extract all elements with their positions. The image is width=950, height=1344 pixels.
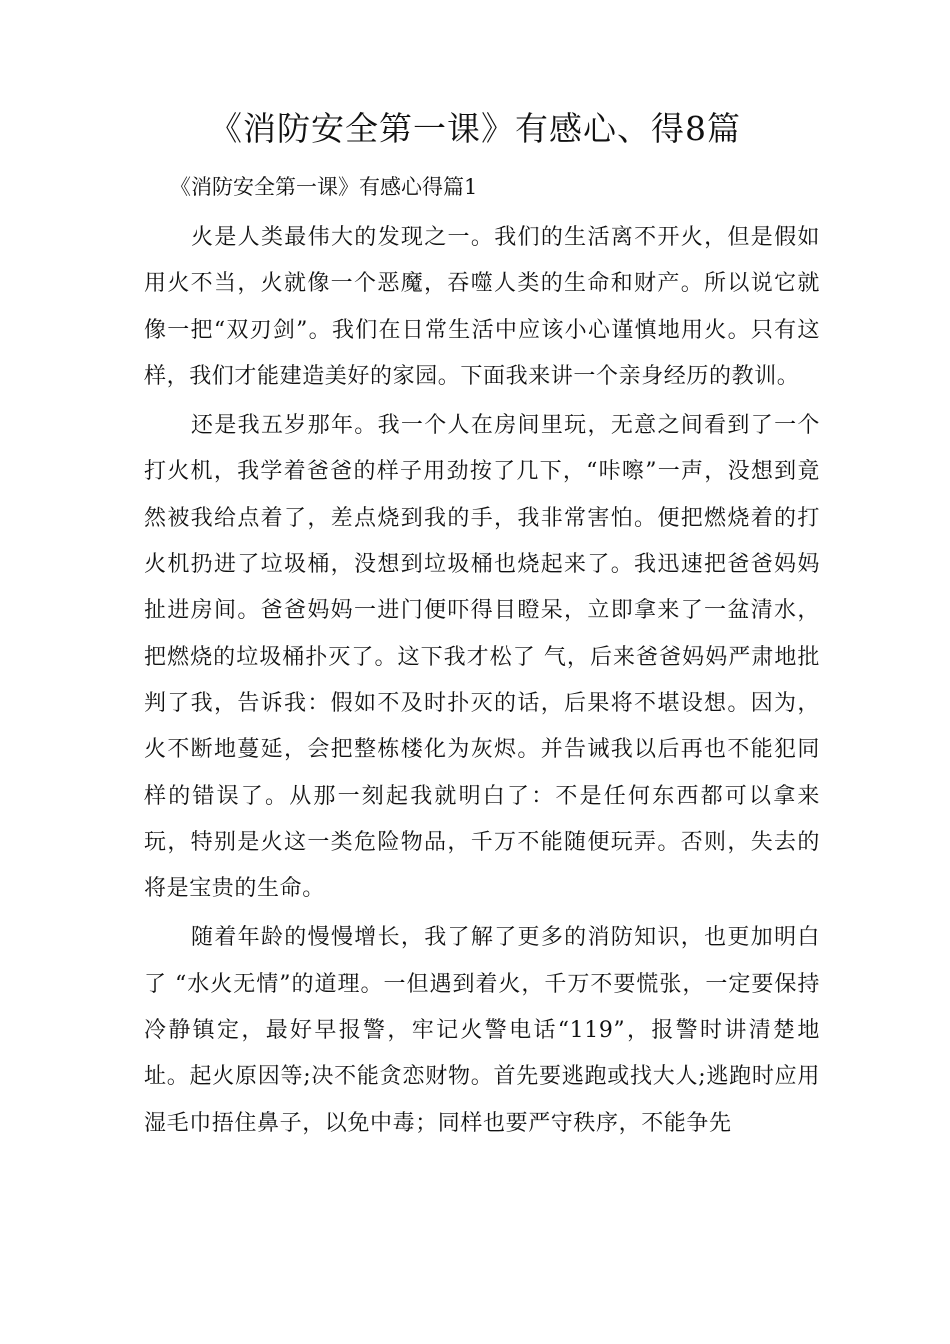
paragraph-3: 随着年龄的慢慢增长，我了解了更多的消防知识，也更加明白了 “水火无情”的道理。一但遇到着火，千万不要慌张，一定要保持冷静镇定，最好早报警，牢记火警电话“119”，报警时讲清楚地址。起火原因等;决不能贪恋财物。首先要逃跑或找大人;逃跑时应用湿毛巾捂住鼻子，以免中毒；同样也要严守秩序，不能争先 <box>144 925 820 1136</box>
document-title: 《消防安全第一课》有感心、得8篇 <box>209 109 741 148</box>
paragraph-2: 还是我五岁那年。我一个人在房间里玩，无意之间看到了一个打火机，我学着爸爸的样子用劲按了几下，“咔嚓”一声，没想到竟然被我给点着了，差点烧到我的手，我非常害怕。便把燃烧着的打火机扔进了垃圾桶，没想到垃圾桶也烧起来了。我迅速把爸爸妈妈扯进房间。爸爸妈妈一进门便吓得目瞪呆，立即拿来了一盆清水，把燃烧的垃圾桶扑灭了。这下我才松了 气，后来爸爸妈妈严肃地批判了我，告诉我：假如不及时扑灭的话，后果将不堪设想。因为，火不断地蔓延，会把整栋楼化为灰烬。并告诫我以后再也不能犯同样的错误了。从那一刻起我就明白了：不是任何东西都可以拿来玩，特别是火这一类危险物品，千万不能随便玩弄。否则，失去的将是宝贵的生命。 <box>144 413 820 902</box>
document-body <box>144 215 820 1147</box>
paragraph-1: 火是人类最伟大的发现之一。我们的生活离不开火，但是假如用火不当，火就像一个恶魔，吞噬人类的生命和财产。所以说它就像一把“双刃剑”。我们在日常生活中应该小心谨慎地用火。只有这样，我们才能建造美好的家园。下面我来讲一个亲身经历的教训。 <box>144 225 820 389</box>
section-heading: 《消防安全第一课》有感心得篇1 <box>170 175 478 199</box>
